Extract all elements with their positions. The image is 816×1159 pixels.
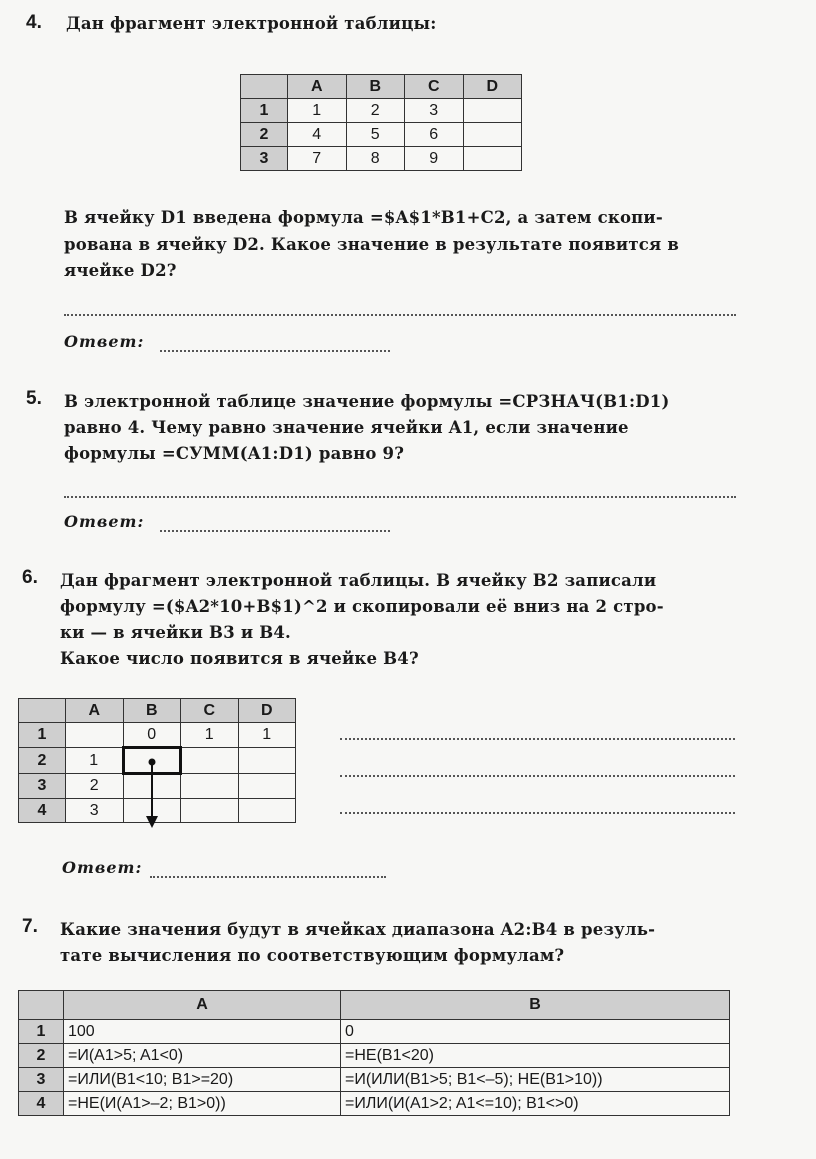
q4-cell: 8: [346, 147, 405, 171]
q6-cell: 1: [181, 723, 239, 748]
q7-cell: =И(ИЛИ(B1>5; B1<–5); НЕ(B1>10)): [341, 1068, 730, 1092]
q6-answer-field[interactable]: [150, 876, 386, 878]
q7-cell: 100: [64, 1020, 341, 1044]
q6-cell: [238, 748, 296, 774]
q7-cell: =ИЛИ(B1<10; B1>=20): [64, 1068, 341, 1092]
q7-row-header: 1: [19, 1020, 64, 1044]
q4-answer-label: Ответ:: [64, 332, 145, 351]
q4-cell: [463, 123, 522, 147]
q4-text-line: ячейке D2?: [64, 261, 177, 280]
q4-cell: 6: [405, 123, 464, 147]
q4-header-d: D: [463, 75, 522, 99]
q6-number: 6.: [22, 567, 38, 588]
q5-text-line: В электронной таблице значение формулы =СРЗНАЧ(B1:D1): [64, 392, 670, 411]
q7-text-line: Какие значения будут в ячейках диапазона A2:B4 в резуль-: [60, 920, 656, 939]
q6-header-corner: [19, 699, 66, 723]
q6-cell: 0: [123, 723, 181, 748]
q6-answer-line[interactable]: [340, 775, 735, 777]
q4-cell: 1: [288, 99, 347, 123]
q4-header-b: B: [346, 75, 405, 99]
q7-header-corner: [19, 991, 64, 1020]
q4-cell: 9: [405, 147, 464, 171]
q6-cell: 1: [238, 723, 296, 748]
q6-header-a: A: [66, 699, 124, 723]
q7-text-line: тате вычисления по соответствующим формулам?: [60, 946, 565, 965]
q6-row-header: 4: [19, 799, 66, 823]
q6-row-header: 2: [19, 748, 66, 774]
q7-cell: =НЕ(B1<20): [341, 1044, 730, 1068]
q4-header-a: A: [288, 75, 347, 99]
q5-number: 5.: [26, 388, 42, 409]
q4-row-header: 3: [241, 147, 288, 171]
q7-cell: =И(A1>5; A1<0): [64, 1044, 341, 1068]
q6-header-c: C: [181, 699, 239, 723]
q7-row-header: 2: [19, 1044, 64, 1068]
q6-header-d: D: [238, 699, 296, 723]
q6-cell: [238, 799, 296, 823]
q6-cell: 3: [66, 799, 124, 823]
q4-answer-field[interactable]: [160, 350, 390, 352]
q6-cell: [238, 774, 296, 799]
q6-text-line: Какое число появится в ячейке B4?: [60, 649, 419, 668]
q4-text-line: рована в ячейку D2. Какое значение в результате появится в: [64, 235, 680, 254]
q6-cell: [66, 723, 124, 748]
q4-row-header: 2: [241, 123, 288, 147]
q4-header-c: C: [405, 75, 464, 99]
q6-cell: 1: [66, 748, 124, 774]
q4-table: [240, 74, 522, 171]
q6-text-line: Дан фрагмент электронной таблицы. В ячейку B2 записали: [60, 571, 657, 590]
q7-row-header: 3: [19, 1068, 64, 1092]
q4-cell: 3: [405, 99, 464, 123]
q5-text-line: равно 4. Чему равно значение ячейки A1, если значение: [64, 418, 629, 437]
q6-row-header: 1: [19, 723, 66, 748]
q6-cell: [181, 774, 239, 799]
q5-answer-field[interactable]: [160, 530, 390, 532]
q7-header-a: A: [64, 991, 341, 1020]
q6-cell: [181, 799, 239, 823]
q4-row-header: 1: [241, 99, 288, 123]
q6-cell: 2: [66, 774, 124, 799]
q5-answer-line[interactable]: [64, 496, 736, 498]
q7-table: [18, 990, 730, 1116]
q6-header-b: B: [123, 699, 181, 723]
q5-text-line: формулы =СУММ(A1:D1) равно 9?: [64, 444, 405, 463]
q7-header-b: B: [341, 991, 730, 1020]
q7-cell: =ИЛИ(И(A1>2; A1<=10); B1<>0): [341, 1092, 730, 1116]
q6-cell: [181, 748, 239, 774]
q6-row-header: 3: [19, 774, 66, 799]
q4-cell: 7: [288, 147, 347, 171]
q4-number: 4.: [26, 12, 42, 33]
q6-text-line: ки — в ячейки B3 и B4.: [60, 623, 291, 642]
q7-cell: 0: [341, 1020, 730, 1044]
q4-cell: 4: [288, 123, 347, 147]
q4-answer-line[interactable]: [64, 314, 736, 316]
q6-text-line: формулу =($A2*10+B$1)^2 и скопировали её вниз на 2 стро-: [60, 597, 664, 616]
q6-answer-line[interactable]: [340, 812, 735, 814]
q4-header-corner: [241, 75, 288, 99]
copy-down-arrow-icon: [140, 752, 164, 832]
q5-answer-label: Ответ:: [64, 512, 145, 531]
q6-answer-line[interactable]: [340, 738, 735, 740]
q7-row-header: 4: [19, 1092, 64, 1116]
q4-cell: [463, 99, 522, 123]
q4-cell: 5: [346, 123, 405, 147]
q4-text-line: В ячейку D1 введена формула =$A$1*B1+C2, а затем скопи-: [64, 208, 663, 227]
q4-cell: [463, 147, 522, 171]
q6-answer-label: Ответ:: [62, 858, 143, 877]
q7-number: 7.: [22, 916, 38, 937]
q4-cell: 2: [346, 99, 405, 123]
q7-cell: =НЕ(И(A1>–2; B1>0)): [64, 1092, 341, 1116]
q4-title: Дан фрагмент электронной таблицы:: [66, 14, 437, 33]
